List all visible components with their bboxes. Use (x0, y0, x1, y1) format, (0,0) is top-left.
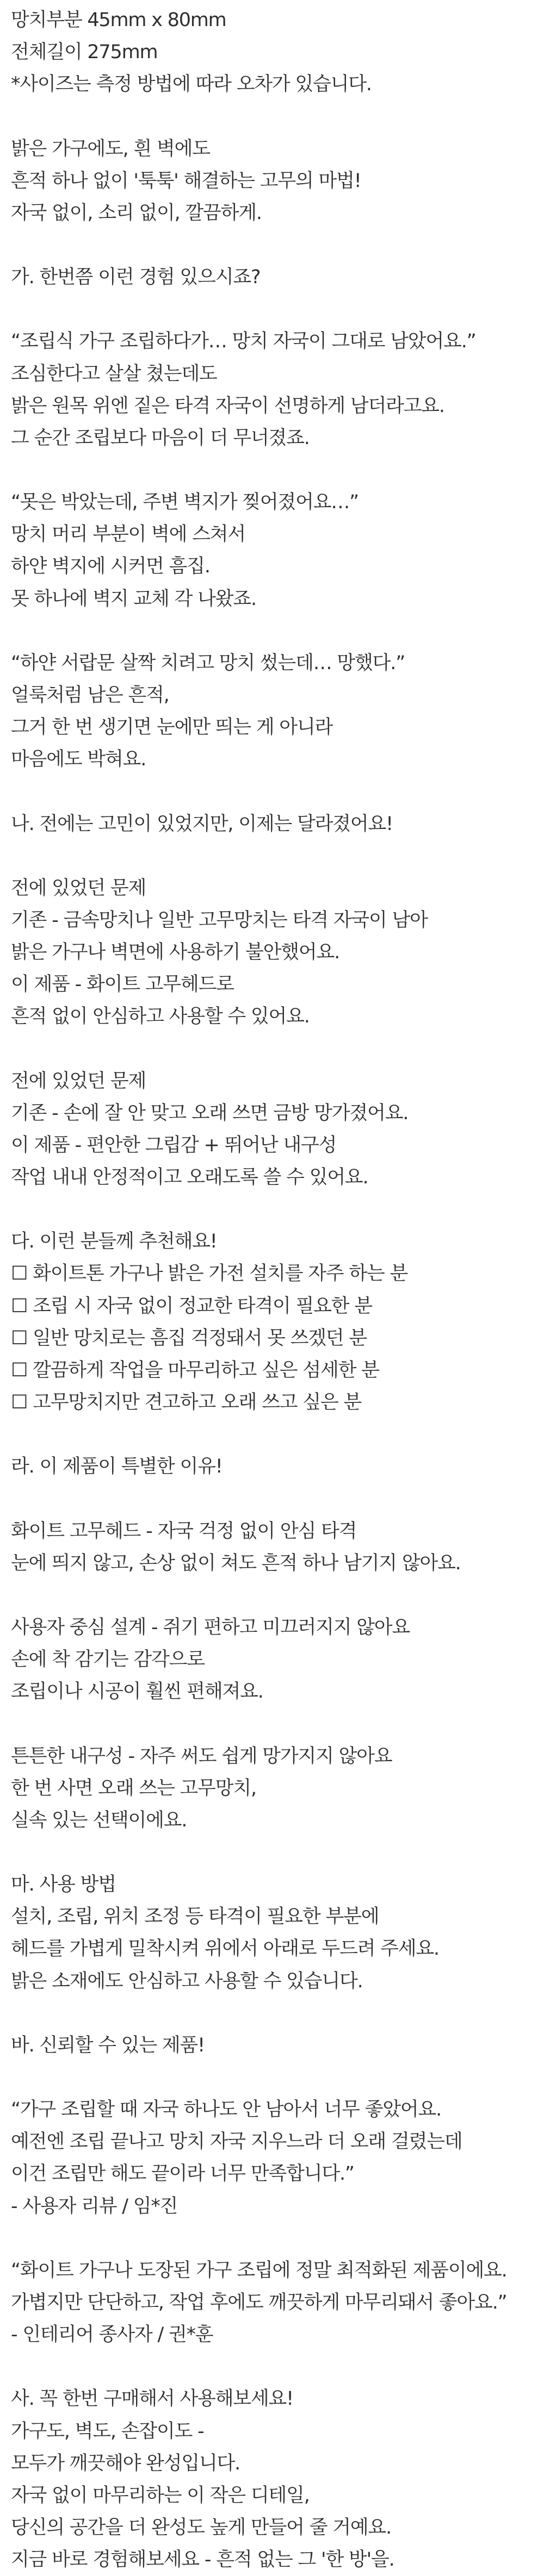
text-line: - 인테리어 종사자 / 권*훈 (11, 2324, 213, 2346)
text-line: 밝은 소재에도 안심하고 사용할 수 있습니다. (11, 1970, 363, 1992)
text-line: 밝은 원목 위엔 짙은 타격 자국이 선명하게 남더라고요. (11, 395, 444, 417)
text-line: 이 제품 - 편안한 그립감 + 뛰어난 내구성 (11, 1134, 337, 1156)
text-line: 튼튼한 내구성 - 자주 써도 쉽게 망가지지 않아요 (11, 1745, 392, 1767)
blank-line (11, 229, 544, 261)
text-line: - 사용자 리뷰 / 임*진 (11, 2195, 178, 2217)
blank-line (11, 1998, 544, 2030)
text-line: ☐ 일반 망치로는 흠집 걱정돼서 못 쓰겠던 분 (11, 1327, 367, 1349)
text-line: 얼룩처럼 남은 흔적, (11, 684, 169, 706)
text-line: 사용자 중심 설계 - 쥐기 편하고 미끄러지지 않아요 (11, 1617, 410, 1639)
text-line: 전체길이 275mm (11, 41, 158, 64)
text-line: “하얀 서랍문 살짝 치려고 망치 썼는데… 망했다.” (11, 652, 405, 674)
text-line: 기존 - 손에 잘 안 맞고 오래 쓰면 금방 망가졌어요. (11, 1102, 409, 1124)
text-line: 밝은 가구나 벽면에 사용하기 불안했어요. (11, 941, 339, 964)
text-line: 지금 바로 경험해보세요 - 흔적 없는 그 '한 방'을. (11, 2549, 394, 2571)
blank-line (11, 2351, 544, 2383)
text-line: 나. 전에는 고민이 있었지만, 이제는 달라졌어요! (11, 813, 393, 835)
text-line: 자국 없이, 소리 없이, 깔끔하게. (11, 202, 262, 224)
text-line: 밝은 가구에도, 흰 벽에도 (11, 138, 210, 160)
text-line: 눈에 띄지 않고, 손상 없이 쳐도 흔적 하나 남기지 않아요. (11, 1552, 461, 1574)
text-line: 가. 한번쯤 이런 경험 있으시죠? (11, 266, 261, 289)
blank-line (11, 454, 544, 486)
text-line: ☐ 화이트톤 가구나 밝은 가전 설치를 자주 하는 분 (11, 1263, 408, 1285)
blank-line (11, 1708, 544, 1740)
blank-line (11, 1194, 544, 1226)
blank-line (11, 2223, 544, 2255)
blank-line (11, 1837, 544, 1869)
text-line: 망치 머리 부분이 벽에 스쳐서 (11, 523, 246, 546)
blank-line (11, 294, 544, 326)
text-line: 자국 없이 마무리하는 이 작은 디테일, (11, 2484, 310, 2506)
blank-line (11, 1419, 544, 1451)
text-line: 조립이나 시공이 훨씬 편해져요. (11, 1681, 263, 1703)
text-line: 사. 꼭 한번 구매해서 사용해보세요! (11, 2388, 293, 2410)
text-line: 흔적 하나 없이 '툭툭' 해결하는 고무의 마법! (11, 170, 361, 192)
text-line: 화이트 고무헤드 - 자국 걱정 없이 안심 타격 (11, 1520, 357, 1542)
text-line: 손에 착 감기는 감각으로 (11, 1649, 205, 1671)
text-line: 모두가 깨끗해야 완성입니다. (11, 2452, 240, 2474)
text-line: 조심한다고 살살 쳤는데도 (11, 363, 217, 385)
text-line: 당신의 공간을 더 완성도 높게 만들어 줄 거예요. (11, 2516, 391, 2538)
text-line: 가구도, 벽도, 손잡이도 - (11, 2420, 204, 2442)
blank-line (11, 1580, 544, 1612)
text-line: 가볍지만 단단하고, 작업 후에도 깨끗하게 마무리돼서 좋아요.” (11, 2291, 507, 2313)
text-line: “화이트 가구나 도장된 가구 조립에 정말 최적화된 제품이에요. (11, 2259, 507, 2281)
text-line: *사이즈는 측정 방법에 따라 오차가 있습니다. (11, 73, 372, 96)
blank-line (11, 1483, 544, 1515)
text-line: 한 번 사면 오래 쓰는 고무망치, (11, 1777, 256, 1799)
text-line: 예전엔 조립 끝나고 망치 자국 지우느라 더 오래 걸렸는데 (11, 2131, 462, 2153)
text-line: “못은 박았는데, 주변 벽지가 찢어졌어요…” (11, 491, 359, 514)
text-line: 전에 있었던 문제 (11, 1070, 146, 1092)
text-line: 다. 이런 분들께 추천해요! (11, 1231, 217, 1253)
text-line: 전에 있었던 문제 (11, 877, 146, 899)
blank-line (11, 615, 544, 647)
text-line: 실속 있는 선택이에요. (11, 1809, 187, 1831)
text-line: 이건 조립만 해도 끝이라 너무 만족합니다.” (11, 2163, 354, 2185)
text-line: ☐ 깔끔하게 작업을 마무리하고 싶은 섬세한 분 (11, 1359, 379, 1381)
text-line: 헤드를 가볍게 밀착시켜 위에서 아래로 두드려 주세요. (11, 1938, 439, 1960)
text-line: 그 순간 조립보다 마음이 더 무너졌죠. (11, 427, 310, 449)
text-line: ☐ 고무망치지만 견고하고 오래 쓰고 싶은 분 (11, 1392, 362, 1414)
blank-line (11, 1033, 544, 1065)
text-line: 라. 이 제품이 특별한 이유! (11, 1456, 222, 1478)
text-line: 이 제품 - 화이트 고무헤드로 (11, 974, 234, 996)
text-line: “가구 조립할 때 자국 하나도 안 남아서 너무 좋았어요. (11, 2099, 442, 2121)
text-line: 바. 신뢰할 수 있는 제품! (11, 2034, 205, 2056)
blank-line (11, 776, 544, 808)
blank-line (11, 2062, 544, 2094)
text-line: 기존 - 금속망치나 일반 고무망치는 타격 자국이 남아 (11, 909, 428, 931)
text-line: 마음에도 박혀요. (11, 749, 146, 771)
text-line: ☐ 조립 시 자국 없이 정교한 타격이 필요한 분 (11, 1295, 372, 1317)
text-line: 망치부분 45mm x 80mm (11, 9, 226, 31)
text-line: 마. 사용 방법 (11, 1874, 116, 1896)
text-line: 설치, 조립, 위치 조정 등 타격이 필요한 부분에 (11, 1906, 379, 1928)
blank-line (11, 101, 544, 133)
text-line: 흔적 없이 안심하고 사용할 수 있어요. (11, 1006, 310, 1028)
text-line: “조립식 가구 조립하다가… 망치 자국이 그대로 남았어요.” (11, 330, 476, 353)
text-line: 작업 내내 안정적이고 오래도록 쓸 수 있어요. (11, 1167, 368, 1189)
text-line: 못 하나에 벽지 교체 각 나왔죠. (11, 588, 256, 610)
text-line: 그거 한 번 생기면 눈에만 띄는 게 아니라 (11, 716, 333, 739)
blank-line (11, 840, 544, 872)
text-line: 하얀 벽지에 시커먼 흠집. (11, 556, 210, 578)
